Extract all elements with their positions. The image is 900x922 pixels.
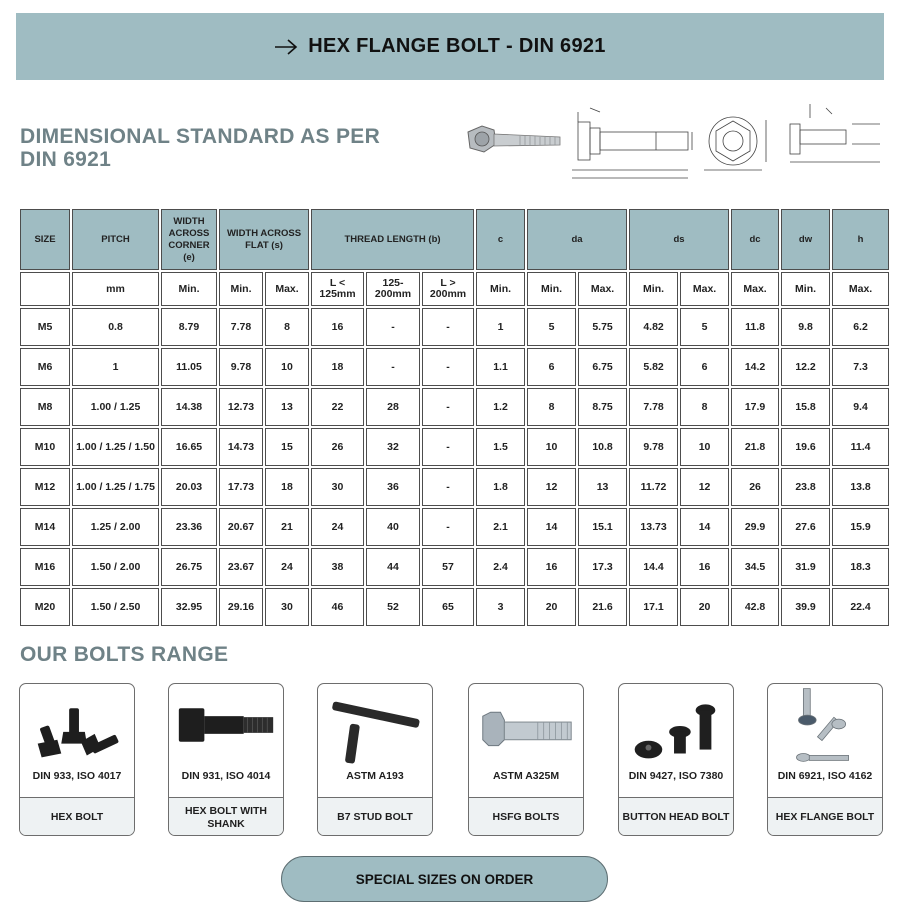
product-card-stud-bolt[interactable] [317, 683, 433, 836]
table-cell: 6 [527, 348, 576, 386]
table-cell: 20 [680, 588, 729, 626]
table-row [20, 548, 889, 586]
table-cell: 14.73 [219, 428, 263, 466]
table-row [20, 428, 889, 466]
dimension-table [18, 207, 891, 628]
table-cell: 1 [476, 308, 525, 346]
table-cell: 31.9 [781, 548, 830, 586]
table-cell: 4.82 [629, 308, 678, 346]
subheader-cell: L < 125mm [311, 272, 364, 306]
table-cell: 1 [72, 348, 159, 386]
table-cell: 21.8 [731, 428, 779, 466]
table-cell: 1.2 [476, 388, 525, 426]
table-cell: 8 [680, 388, 729, 426]
header-width-corner: WIDTH ACROSS CORNER (e) [161, 209, 217, 270]
table-cell: 18.3 [832, 548, 889, 586]
table-cell: 52 [366, 588, 420, 626]
card-standard: DIN 933, ISO 4017 [32, 770, 122, 782]
hex-flange-bolt-image [768, 684, 882, 766]
product-card-hex-bolt[interactable] [19, 683, 135, 836]
table-cell: 7.78 [219, 308, 263, 346]
header-size: SIZE [20, 209, 70, 270]
table-cell: 13 [578, 468, 627, 506]
card-standard: DIN 931, ISO 4014 [181, 770, 271, 782]
product-card-hex-bolt-shank[interactable] [168, 683, 284, 836]
table-cell: 5.82 [629, 348, 678, 386]
table-cell: 2.4 [476, 548, 525, 586]
table-cell: 13 [265, 388, 309, 426]
table-cell: 23.8 [781, 468, 830, 506]
hex-bolt-image [20, 684, 134, 766]
special-sizes-button[interactable]: SPECIAL SIZES ON ORDER [281, 856, 608, 902]
table-cell: 22 [311, 388, 364, 426]
table-cell: - [422, 468, 474, 506]
table-row [20, 508, 889, 546]
table-cell: 11.72 [629, 468, 678, 506]
table-cell: 8.75 [578, 388, 627, 426]
bolt-photo-image [468, 126, 560, 152]
table-cell: 10.8 [578, 428, 627, 466]
table-cell: 3 [476, 588, 525, 626]
card-standard: ASTM A325M [492, 770, 560, 782]
table-cell: 14.38 [161, 388, 217, 426]
table-cell: 34.5 [731, 548, 779, 586]
table-cell: 14 [680, 508, 729, 546]
title-banner [16, 13, 884, 80]
table-cell: 18 [311, 348, 364, 386]
subheader-cell: Min. [781, 272, 830, 306]
table-row [20, 348, 889, 386]
size-cell: M20 [20, 588, 70, 626]
product-card-hex-flange-bolt[interactable] [767, 683, 883, 836]
table-cell: 32 [366, 428, 420, 466]
table-cell: 12 [527, 468, 576, 506]
table-cell: 12.2 [781, 348, 830, 386]
table-cell: 32.95 [161, 588, 217, 626]
table-cell: - [366, 308, 420, 346]
table-cell: 5 [680, 308, 729, 346]
table-cell: 9.78 [219, 348, 263, 386]
card-standard: ASTM A193 [346, 770, 404, 782]
table-cell: 23.67 [219, 548, 263, 586]
hex-bolt-shank-image [169, 684, 283, 766]
dimensional-heading: DIMENSIONAL STANDARD AS PER DIN 6921 [20, 125, 381, 171]
table-cell: 27.6 [781, 508, 830, 546]
table-cell: 1.1 [476, 348, 525, 386]
subheader-cell [20, 272, 70, 306]
table-cell: 16 [680, 548, 729, 586]
table-cell: 28 [366, 388, 420, 426]
table-cell: 8 [265, 308, 309, 346]
table-cell: 1.00 / 1.25 / 1.75 [72, 468, 159, 506]
size-cell: M10 [20, 428, 70, 466]
table-cell: 8.79 [161, 308, 217, 346]
table-row [20, 468, 889, 506]
subheader-cell: Min. [476, 272, 525, 306]
table-cell: 14.4 [629, 548, 678, 586]
card-name: HEX FLANGE BOLT [768, 797, 882, 836]
table-cell: 16.65 [161, 428, 217, 466]
table-cell: 6.75 [578, 348, 627, 386]
subheader-cell: Max. [680, 272, 729, 306]
table-cell: 1.8 [476, 468, 525, 506]
table-cell: 6 [680, 348, 729, 386]
subheader-cell: Max. [731, 272, 779, 306]
card-standard: DIN 9427, ISO 7380 [628, 770, 724, 782]
table-cell: 10 [527, 428, 576, 466]
table-row [20, 308, 889, 346]
table-cell: 21 [265, 508, 309, 546]
table-cell: - [422, 308, 474, 346]
table-cell: 9.78 [629, 428, 678, 466]
header-c: c [476, 209, 525, 270]
table-cell: 46 [311, 588, 364, 626]
table-row [20, 388, 889, 426]
table-cell: 26.75 [161, 548, 217, 586]
header-width-flat: WIDTH ACROSS FLAT (s) [219, 209, 309, 270]
table-cell: 21.6 [578, 588, 627, 626]
header-ds: ds [629, 209, 729, 270]
stud-bolt-image [318, 684, 432, 766]
table-cell: 14 [527, 508, 576, 546]
table-cell: 12.73 [219, 388, 263, 426]
card-name: B7 STUD BOLT [318, 797, 432, 836]
subheader-cell: Min. [161, 272, 217, 306]
subheader-cell: Max. [265, 272, 309, 306]
table-cell: 20.67 [219, 508, 263, 546]
table-cell: 29.16 [219, 588, 263, 626]
table-cell: 30 [311, 468, 364, 506]
subheader-cell: Min. [219, 272, 263, 306]
table-cell: 22.4 [832, 588, 889, 626]
subheader-cell: Min. [527, 272, 576, 306]
header-da: da [527, 209, 627, 270]
table-cell: 5 [527, 308, 576, 346]
table-cell: 13.8 [832, 468, 889, 506]
header-thread-length: THREAD LENGTH (b) [311, 209, 474, 270]
table-cell: - [422, 348, 474, 386]
size-cell: M5 [20, 308, 70, 346]
technical-drawings [460, 100, 890, 190]
table-cell: 23.36 [161, 508, 217, 546]
subheader-cell: Max. [578, 272, 627, 306]
card-name: HEX BOLT WITH SHANK [169, 797, 283, 836]
table-cell: 17.9 [731, 388, 779, 426]
table-cell: 10 [680, 428, 729, 466]
table-cell: 1.50 / 2.50 [72, 588, 159, 626]
table-cell: 26 [731, 468, 779, 506]
subheader-cell: L > 200mm [422, 272, 474, 306]
table-cell: 11.4 [832, 428, 889, 466]
table-cell: 12 [680, 468, 729, 506]
range-heading: OUR BOLTS RANGE [20, 643, 229, 666]
table-cell: 20.03 [161, 468, 217, 506]
table-cell: 20 [527, 588, 576, 626]
bolt-range-cards [19, 683, 885, 837]
table-cell: 26 [311, 428, 364, 466]
table-cell: - [422, 508, 474, 546]
size-cell: M16 [20, 548, 70, 586]
table-cell: 7.78 [629, 388, 678, 426]
table-cell: 24 [265, 548, 309, 586]
table-cell: 40 [366, 508, 420, 546]
arrow-right-icon [274, 38, 298, 56]
table-cell: 9.4 [832, 388, 889, 426]
size-cell: M14 [20, 508, 70, 546]
button-head-bolt-image [619, 684, 733, 766]
header-pitch: PITCH [72, 209, 159, 270]
table-cell: 29.9 [731, 508, 779, 546]
end-view-drawing [704, 117, 766, 170]
table-row [20, 588, 889, 626]
card-name: HSFG BOLTS [469, 797, 583, 836]
table-cell: 38 [311, 548, 364, 586]
table-cell: 14.2 [731, 348, 779, 386]
size-cell: M8 [20, 388, 70, 426]
section-drawing [790, 104, 880, 162]
size-cell: M6 [20, 348, 70, 386]
table-cell: - [422, 388, 474, 426]
table-cell: 65 [422, 588, 474, 626]
card-standard: DIN 6921, ISO 4162 [777, 770, 873, 782]
table-cell: 11.05 [161, 348, 217, 386]
size-cell: M12 [20, 468, 70, 506]
table-cell: 15 [265, 428, 309, 466]
table-cell: 15.8 [781, 388, 830, 426]
header-h: h [832, 209, 889, 270]
header-dc: dc [731, 209, 779, 270]
table-cell: 1.50 / 2.00 [72, 548, 159, 586]
side-view-drawing [572, 108, 692, 178]
product-card-hsfg-bolt[interactable] [468, 683, 584, 836]
table-cell: 44 [366, 548, 420, 586]
table-cell: 1.25 / 2.00 [72, 508, 159, 546]
table-cell: 18 [265, 468, 309, 506]
table-cell: 24 [311, 508, 364, 546]
table-cell: 1.5 [476, 428, 525, 466]
table-cell: 10 [265, 348, 309, 386]
table-cell: 7.3 [832, 348, 889, 386]
subheader-cell: Max. [832, 272, 889, 306]
table-cell: 17.1 [629, 588, 678, 626]
table-cell: 30 [265, 588, 309, 626]
subheader-row [20, 272, 889, 306]
product-card-button-head-bolt[interactable] [618, 683, 734, 836]
table-cell: 2.1 [476, 508, 525, 546]
card-name: HEX BOLT [20, 797, 134, 836]
table-cell: 16 [527, 548, 576, 586]
page-title: HEX FLANGE BOLT - DIN 6921 [308, 35, 606, 57]
table-cell: 13.73 [629, 508, 678, 546]
table-cell: 9.8 [781, 308, 830, 346]
table-cell: 16 [311, 308, 364, 346]
table-cell: 5.75 [578, 308, 627, 346]
table-cell: 39.9 [781, 588, 830, 626]
table-cell: 15.9 [832, 508, 889, 546]
table-cell: 17.3 [578, 548, 627, 586]
subheader-cell: 125-200mm [366, 272, 420, 306]
card-name: BUTTON HEAD BOLT [619, 797, 733, 836]
table-cell: - [422, 428, 474, 466]
table-cell: 8 [527, 388, 576, 426]
table-cell: 1.00 / 1.25 [72, 388, 159, 426]
table-cell: 36 [366, 468, 420, 506]
table-cell: - [366, 348, 420, 386]
table-cell: 17.73 [219, 468, 263, 506]
subheader-cell: Min. [629, 272, 678, 306]
table-cell: 15.1 [578, 508, 627, 546]
table-cell: 19.6 [781, 428, 830, 466]
table-cell: 1.00 / 1.25 / 1.50 [72, 428, 159, 466]
header-dw: dw [781, 209, 830, 270]
table-cell: 42.8 [731, 588, 779, 626]
table-cell: 0.8 [72, 308, 159, 346]
table-cell: 11.8 [731, 308, 779, 346]
hsfg-bolt-image [469, 684, 583, 766]
subheader-cell: mm [72, 272, 159, 306]
table-cell: 57 [422, 548, 474, 586]
table-cell: 6.2 [832, 308, 889, 346]
